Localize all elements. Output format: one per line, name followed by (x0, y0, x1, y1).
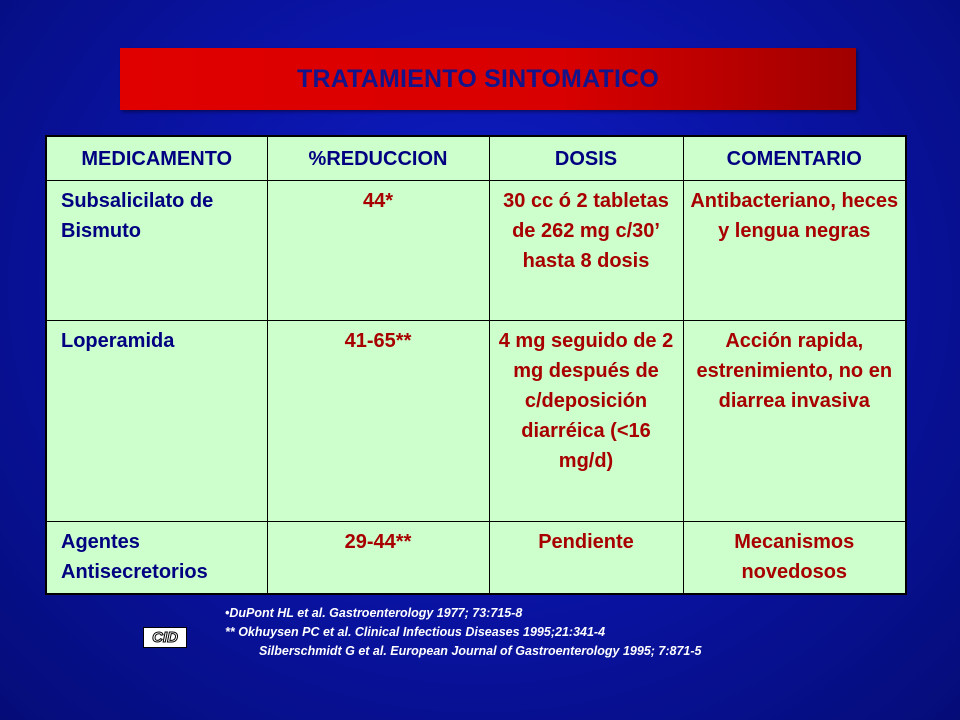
table-row (46, 181, 906, 321)
cell-comentario: Acción rapida, estrenimiento, no en diarrea invasiva (683, 321, 906, 522)
cell-medicamento: Agentes Antisecretorios (46, 522, 267, 594)
cell-comentario: Antibacteriano, heces y lengua negras (683, 181, 906, 321)
reference-2: ** Okhuysen PC et al. Clinical Infectious Diseases 1995;21:341-4 (225, 625, 606, 639)
cell-dosis: 30 cc ó 2 tabletas de 262 mg c/30’ hasta 8 dosis (489, 181, 683, 321)
cell-dosis: 4 mg seguido de 2 mg después de c/deposición diarréica (<16 mg/d) (489, 321, 683, 522)
reference-1: •DuPont HL et al. Gastroenterology 1977; 73:715-8 (225, 606, 523, 620)
treatment-table (45, 135, 907, 595)
cell-dosis: Pendiente (489, 522, 683, 594)
header-comentario: COMENTARIO (683, 136, 906, 181)
references (225, 604, 702, 661)
cell-reduccion: 44* (267, 181, 489, 321)
header-medicamento: MEDICAMENTO (46, 136, 267, 181)
cell-comentario: Mecanismos novedosos (683, 522, 906, 594)
cell-reduccion: 29-44** (267, 522, 489, 594)
cell-medicamento: Subsalicilato de Bismuto (46, 181, 267, 321)
cell-medicamento: Loperamida (46, 321, 267, 522)
header-reduccion: %REDUCCION (267, 136, 489, 181)
slide-title: TRATAMIENTO SINTOMATICO (297, 64, 659, 93)
cell-reduccion: 41-65** (267, 321, 489, 522)
header-dosis: DOSIS (489, 136, 683, 181)
table-row (46, 321, 906, 522)
table-header-row (46, 136, 906, 181)
reference-3: Silberschmidt G et al. European Journal of Gastroenterology 1995; 7:871-5 (259, 644, 702, 658)
cid-logo (143, 627, 187, 648)
cid-logo-text: CID (152, 629, 178, 646)
title-bar (120, 48, 856, 110)
table-row (46, 522, 906, 594)
